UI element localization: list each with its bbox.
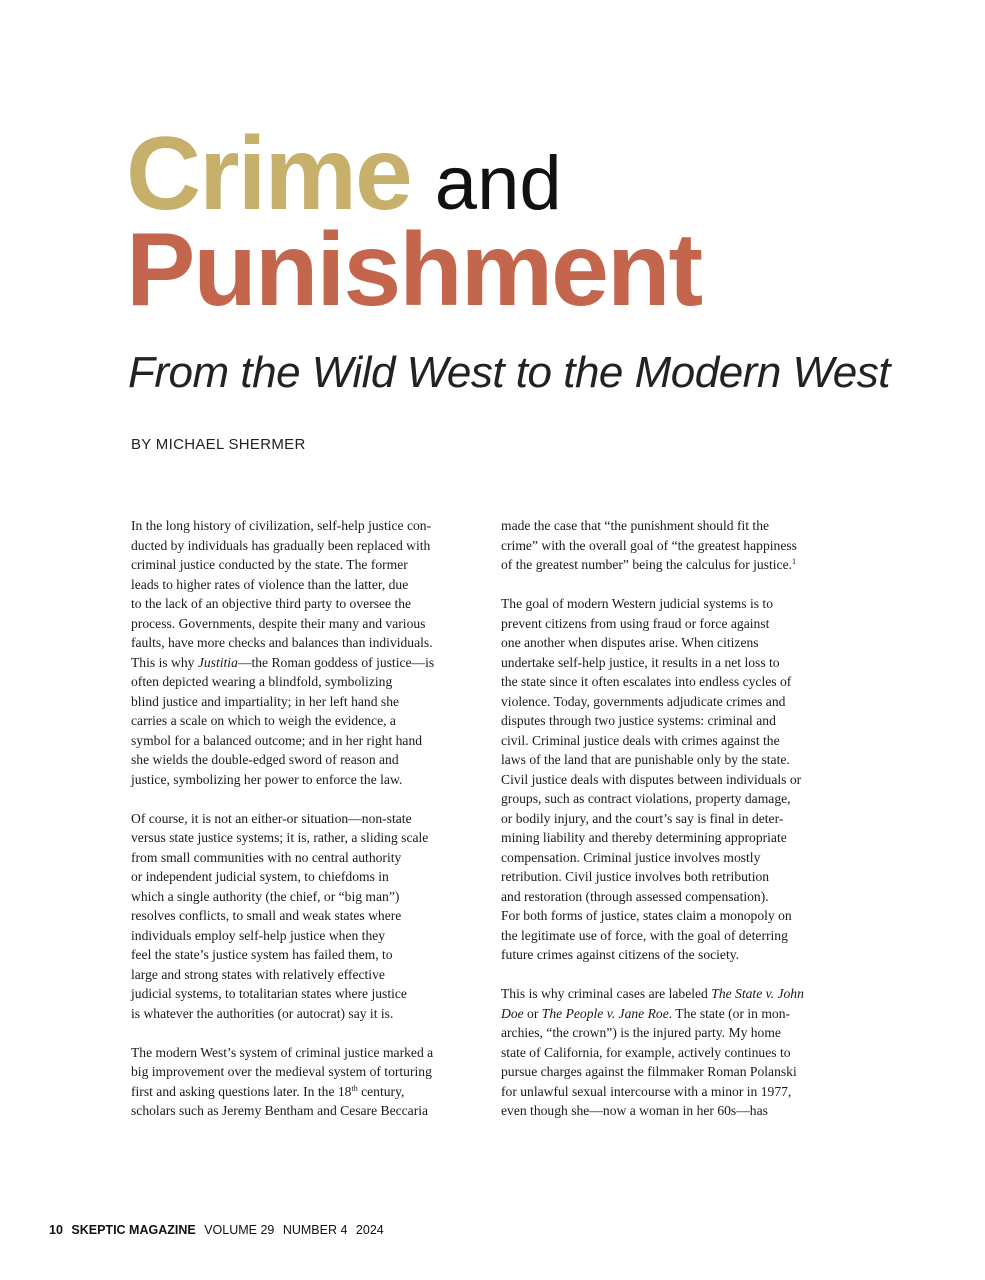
- text-line: from small communities with no central authority: [131, 849, 402, 865]
- text-line: justice, symbolizing her power to enforce the law.: [131, 771, 403, 787]
- text-line: Civil justice deals with disputes between individuals or: [501, 771, 802, 787]
- text-line: first and asking questions later. In the 18th century,: [131, 1083, 405, 1099]
- text-line: of the greatest number” being the calculus for justice.$^1$: [501, 557, 797, 572]
- text-line: prevent citizens from using fraud or force against: [501, 615, 770, 631]
- text-line: one another when disputes arise. When citizens: [501, 635, 759, 650]
- text-line: violence. Today, governments adjudicate crimes and: [501, 693, 786, 709]
- text-line: symbol for a balanced outcome; and in her right hand: [131, 732, 423, 748]
- text-line: For both forms of justice, states claim a monopoly on: [501, 908, 792, 923]
- text-line: faults, have more checks and balances than individuals.: [131, 635, 433, 650]
- text-line: This is why criminal cases are labeled The State v. John: [501, 986, 804, 1001]
- text-line: even though she—now a woman in her 60s—has: [501, 1103, 768, 1118]
- text-line: The goal of modern Western judicial systems is to: [501, 596, 773, 611]
- body-paragraph-left-3: [131, 1043, 483, 1121]
- title-word-crime: Crime: [126, 116, 411, 232]
- text-line: the legitimate use of force, with the goal of deterring: [501, 927, 788, 943]
- text-line: archies, “the crown”) is the injured party. My home: [501, 1025, 781, 1040]
- text-line: versus state justice systems; it is, rather, a sliding scale: [131, 830, 429, 845]
- byline: BY MICHAEL SHERMER: [131, 436, 306, 453]
- text-line: big improvement over the medieval system of torturing: [131, 1064, 432, 1079]
- text-line: blind justice and impartiality; in her left hand she: [131, 693, 400, 709]
- text-line: The modern West’s system of criminal justice marked a: [131, 1044, 434, 1060]
- text-line: is whatever the authorities (or autocrat) say it is.: [131, 1005, 394, 1021]
- page-number: 10: [49, 1223, 63, 1237]
- text-line: made the case that “the punishment should fit the: [501, 518, 770, 533]
- article-subtitle: From the Wild West to the Modern West: [128, 348, 890, 397]
- text-line: compensation. Criminal justice involves mostly: [501, 849, 761, 865]
- text-line: large and strong states with relatively effective: [131, 966, 385, 982]
- text-line: leads to higher rates of violence than the latter, due: [131, 576, 409, 592]
- text-line: which a single authority (the chief, or “big man”): [131, 888, 400, 904]
- text-line: In the long history of civilization, self-help justice con-: [131, 518, 432, 533]
- title-word-punishment: Punishment: [126, 212, 702, 328]
- issue-number: NUMBER 4: [282, 1223, 348, 1237]
- text-line: scholars such as Jeremy Bentham and Cesare Beccaria: [131, 1103, 429, 1118]
- text-line: carries a scale on which to weigh the evidence, a: [131, 713, 396, 728]
- text-line: pursue charges against the filmmaker Roman Polanski: [501, 1064, 797, 1079]
- text-line: Of course, it is not an either-or situation—non-state: [131, 810, 412, 826]
- text-line: future crimes against citizens of the society.: [501, 947, 740, 962]
- magazine-name: SKEPTIC MAGAZINE: [71, 1223, 196, 1237]
- volume-label: VOLUME 29: [204, 1223, 275, 1237]
- body-column-right: [501, 516, 853, 1121]
- title-word-and: and: [434, 141, 562, 226]
- text-line: resolves conflicts, to small and weak states where: [131, 908, 402, 923]
- text-line: often depicted wearing a blindfold, symbolizing: [131, 674, 393, 689]
- text-line: disputes through two justice systems: criminal and: [501, 713, 776, 728]
- text-line: process. Governments, despite their many and various: [131, 615, 426, 631]
- text-line: she wields the double-edged sword of reason and: [131, 752, 399, 767]
- text-line: mining liability and thereby determining appropriate: [501, 830, 787, 845]
- body-paragraph-left-2: [131, 809, 483, 1024]
- body-paragraph-right-1: [501, 516, 853, 575]
- text-line: laws of the land that are punishable only by the state.: [501, 752, 790, 767]
- text-line: state of California, for example, actively continues to: [501, 1044, 791, 1060]
- text-line: and restoration (through assessed compensation).: [501, 888, 769, 904]
- text-line: for unlawful sexual intercourse with a minor in 1977,: [501, 1083, 792, 1099]
- text-line: the state since it often escalates into endless cycles of: [501, 674, 792, 689]
- issue-year: 2024: [355, 1223, 384, 1237]
- text-line: civil. Criminal justice deals with crimes against the: [501, 732, 780, 748]
- text-line: ducted by individuals has gradually been replaced with: [131, 537, 431, 553]
- text-line: judicial systems, to totalitarian states where justice: [131, 986, 407, 1001]
- text-line: or bodily injury, and the court’s say is final in deter-: [501, 810, 784, 826]
- body-paragraph-right-3: [501, 984, 853, 1121]
- text-line: crime” with the overall goal of “the greatest happiness: [501, 537, 797, 553]
- text-line: This is why Justitia—the Roman goddess of justice—is: [131, 654, 435, 670]
- title-line-1: [126, 116, 701, 232]
- text-line: feel the state’s justice system has failed them, to: [131, 947, 393, 962]
- text-line: Doe or The People v. Jane Roe. The state (or in mon-: [501, 1005, 791, 1021]
- body-column-left: [131, 516, 483, 1121]
- page-footer: [49, 1223, 389, 1237]
- body-paragraph-right-2: [501, 594, 853, 965]
- article-title: [126, 116, 702, 328]
- text-line: to the lack of an objective third party to oversee the: [131, 596, 412, 611]
- text-line: undertake self-help justice, it results in a net loss to: [501, 654, 780, 670]
- text-line: individuals employ self-help justice when they: [131, 927, 386, 943]
- body-paragraph-left-1: [131, 516, 483, 789]
- text-line: groups, such as contract violations, property damage,: [501, 791, 791, 806]
- text-line: retribution. Civil justice involves both retribution: [501, 869, 770, 884]
- text-line: or independent judicial system, to chiefdoms in: [131, 869, 389, 884]
- text-line: criminal justice conducted by the state. The former: [131, 557, 408, 572]
